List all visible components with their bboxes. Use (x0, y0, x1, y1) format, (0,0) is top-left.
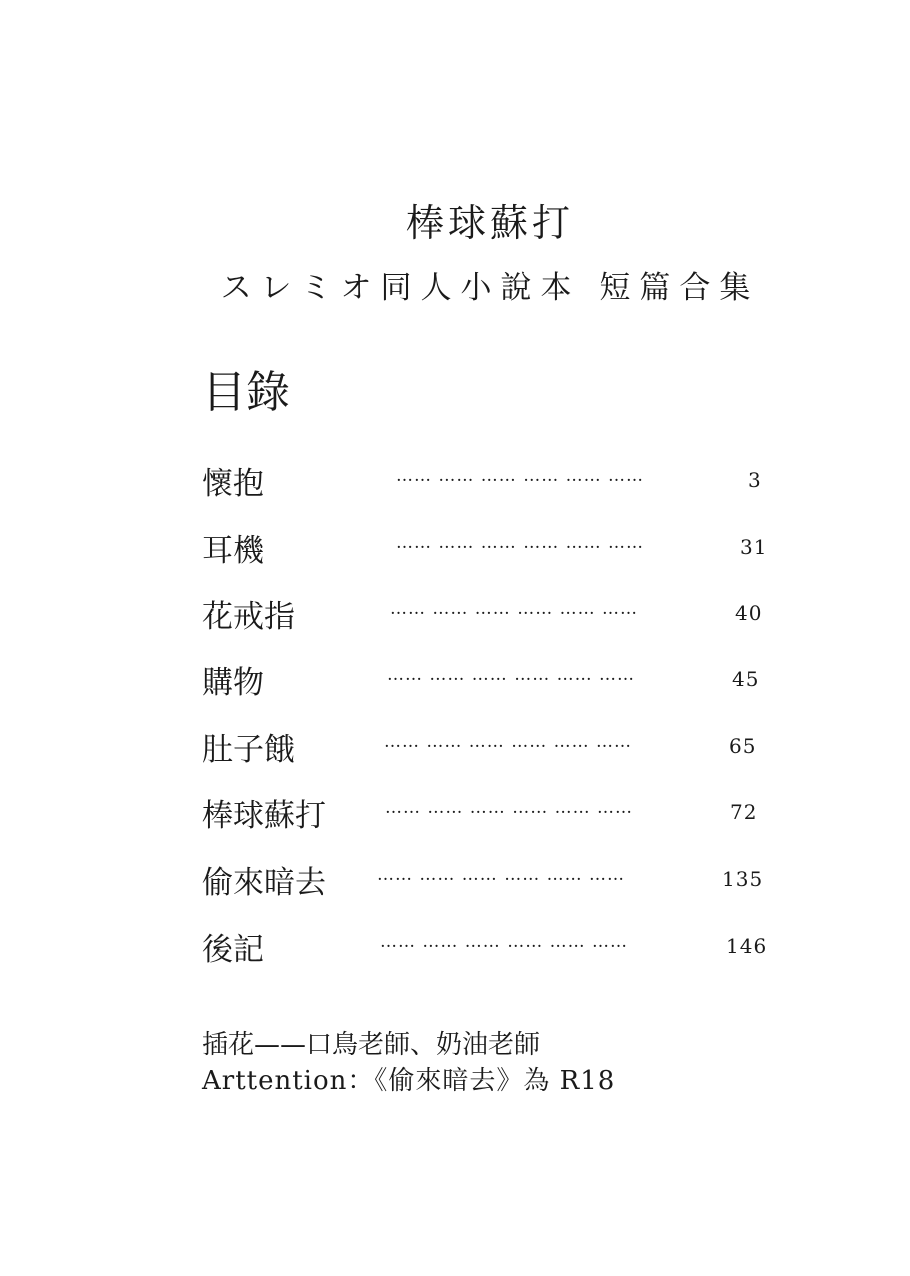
toc-entry (202, 924, 782, 968)
toc-entry-leader: …… …… …… …… …… …… (396, 466, 645, 486)
toc-entry-page: 65 (729, 734, 757, 758)
toc-entry-title: 耳機 (202, 533, 264, 569)
toc-entry-page: 135 (722, 867, 764, 891)
toc-entry (202, 724, 782, 768)
toc-entry-title: 棒球蘇打 (202, 798, 326, 834)
toc-entry-leader: …… …… …… …… …… …… (384, 732, 633, 752)
toc-entry (202, 790, 782, 834)
toc-entry-page: 3 (748, 468, 762, 492)
toc-entry-title: 懷抱 (202, 466, 264, 502)
toc-entry-leader: …… …… …… …… …… …… (380, 932, 629, 952)
book-title: 棒球蘇打 (405, 201, 574, 245)
toc-entry (202, 591, 782, 635)
toc-entry-title: 肚子餓 (202, 732, 295, 768)
toc-entry-leader: …… …… …… …… …… …… (387, 665, 636, 685)
toc-entry-title: 偷來暗去 (202, 865, 326, 901)
toc-entry-leader: …… …… …… …… …… …… (390, 599, 639, 619)
toc-entry-title: 購物 (202, 665, 264, 701)
toc-entry-title: 花戒指 (202, 599, 295, 635)
toc-entry-leader: …… …… …… …… …… …… (385, 798, 634, 818)
book-subtitle: スレミオ同人小說本 短篇合集 (220, 270, 760, 306)
toc-entry-leader: …… …… …… …… …… …… (396, 533, 645, 553)
toc-entry-leader: …… …… …… …… …… …… (377, 865, 626, 885)
toc-entry (202, 525, 782, 569)
content-warning: Arttention：《偷來暗去》為 R18 (202, 1066, 616, 1096)
toc-entry-page: 146 (726, 934, 768, 958)
toc-entry-title: 後記 (202, 932, 264, 968)
toc-entry (202, 657, 782, 701)
toc-entry-page: 45 (732, 667, 760, 691)
toc-entry (202, 458, 782, 502)
toc-entry-page: 31 (740, 535, 768, 559)
toc-entry (202, 857, 782, 901)
illustration-credit: 插花——口鳥老師、奶油老師 (202, 1030, 541, 1060)
toc-entry-page: 40 (735, 601, 763, 625)
toc-entry-page: 72 (730, 800, 758, 824)
toc-heading: 目錄 (202, 367, 290, 418)
